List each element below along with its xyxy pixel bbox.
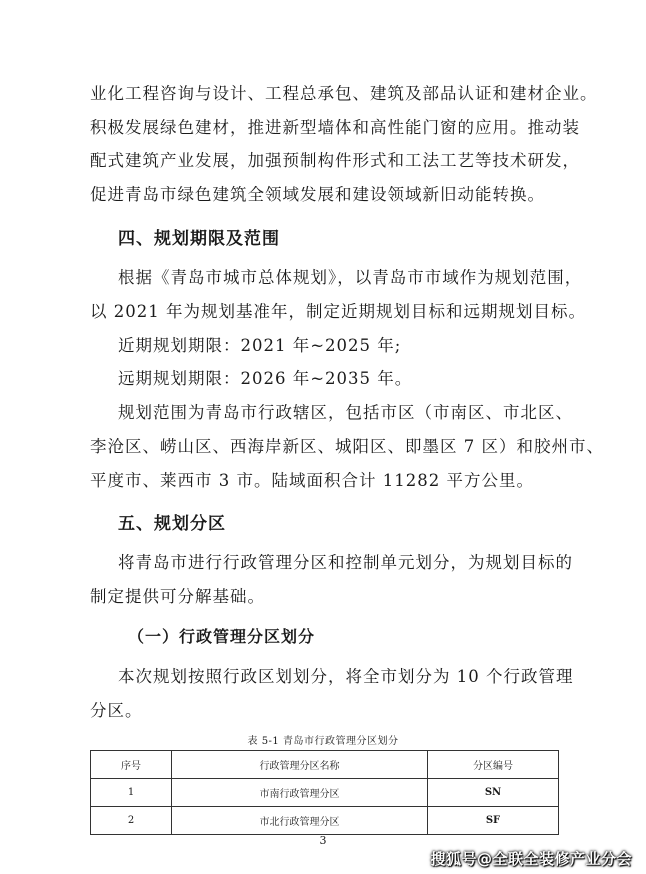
section5-line-2: 制定提供可分解基础。 (90, 587, 265, 606)
section4-line-3: 近期规划期限：2021 年~2025 年; (118, 336, 402, 355)
header-index: 序号 (91, 751, 172, 779)
row-code: SN (428, 779, 559, 807)
intro-line-3: 配式建筑产业发展，加强预制构件形式和工法工艺等技术研发， (90, 151, 580, 170)
subsection-1-heading: （一）行政管理分区划分 (128, 627, 316, 646)
header-code: 分区编号 (428, 751, 559, 779)
sub1-line-2: 分区。 (90, 701, 143, 720)
section4-line-6: 李沧区、崂山区、西海岸新区、城阳区、即墨区 7 区）和胶州市、 (90, 437, 604, 456)
section4-line-1: 根据《青岛市城市总体规划》，以青岛市市域作为规划范围， (118, 268, 583, 287)
row-code: SF (428, 807, 559, 835)
intro-line-4: 促进青岛市绿色建筑全领域发展和建设领域新旧动能转换。 (90, 185, 545, 204)
row-index: 1 (91, 779, 172, 807)
sub1-line-1: 本次规划按照行政区划划分，将全市划分为 10 个行政管理 (118, 667, 574, 686)
row-name: 市南行政管理分区 (172, 779, 428, 807)
section4-line-5: 规划范围为青岛市行政辖区，包括市区（市南区、市北区、 (118, 403, 573, 422)
intro-line-1: 业化工程咨询与设计、工程总承包、建筑及部品认证和建材企业。 (90, 84, 598, 103)
section4-line-4: 远期规划期限：2026 年~2035 年。 (118, 369, 413, 388)
section4-line-2: 以 2021 年为规划基准年，制定近期规划目标和远期规划目标。 (90, 302, 586, 321)
table-row (91, 807, 559, 835)
district-table (90, 750, 559, 835)
section4-line-7: 平度市、莱西市 3 市。陆域面积合计 11282 平方公里。 (90, 471, 534, 490)
watermark: 搜狐号@全联全装修产业分会 (430, 850, 632, 868)
table-caption: 表 5-1 青岛市行政管理分区划分 (247, 736, 399, 747)
header-name: 行政管理分区名称 (172, 751, 428, 779)
page-number: 3 (319, 834, 327, 847)
table-header-row (91, 751, 559, 779)
intro-line-2: 积极发展绿色建材，推进新型墙体和高性能门窗的应用。推动装 (90, 118, 580, 137)
section-4-heading: 四、规划期限及范围 (118, 229, 280, 249)
row-index: 2 (91, 807, 172, 835)
row-name: 市北行政管理分区 (172, 807, 428, 835)
section5-line-1: 将青岛市进行行政管理分区和控制单元划分，为规划目标的 (118, 553, 573, 572)
section-5-heading: 五、规划分区 (118, 514, 226, 534)
table-row (91, 779, 559, 807)
